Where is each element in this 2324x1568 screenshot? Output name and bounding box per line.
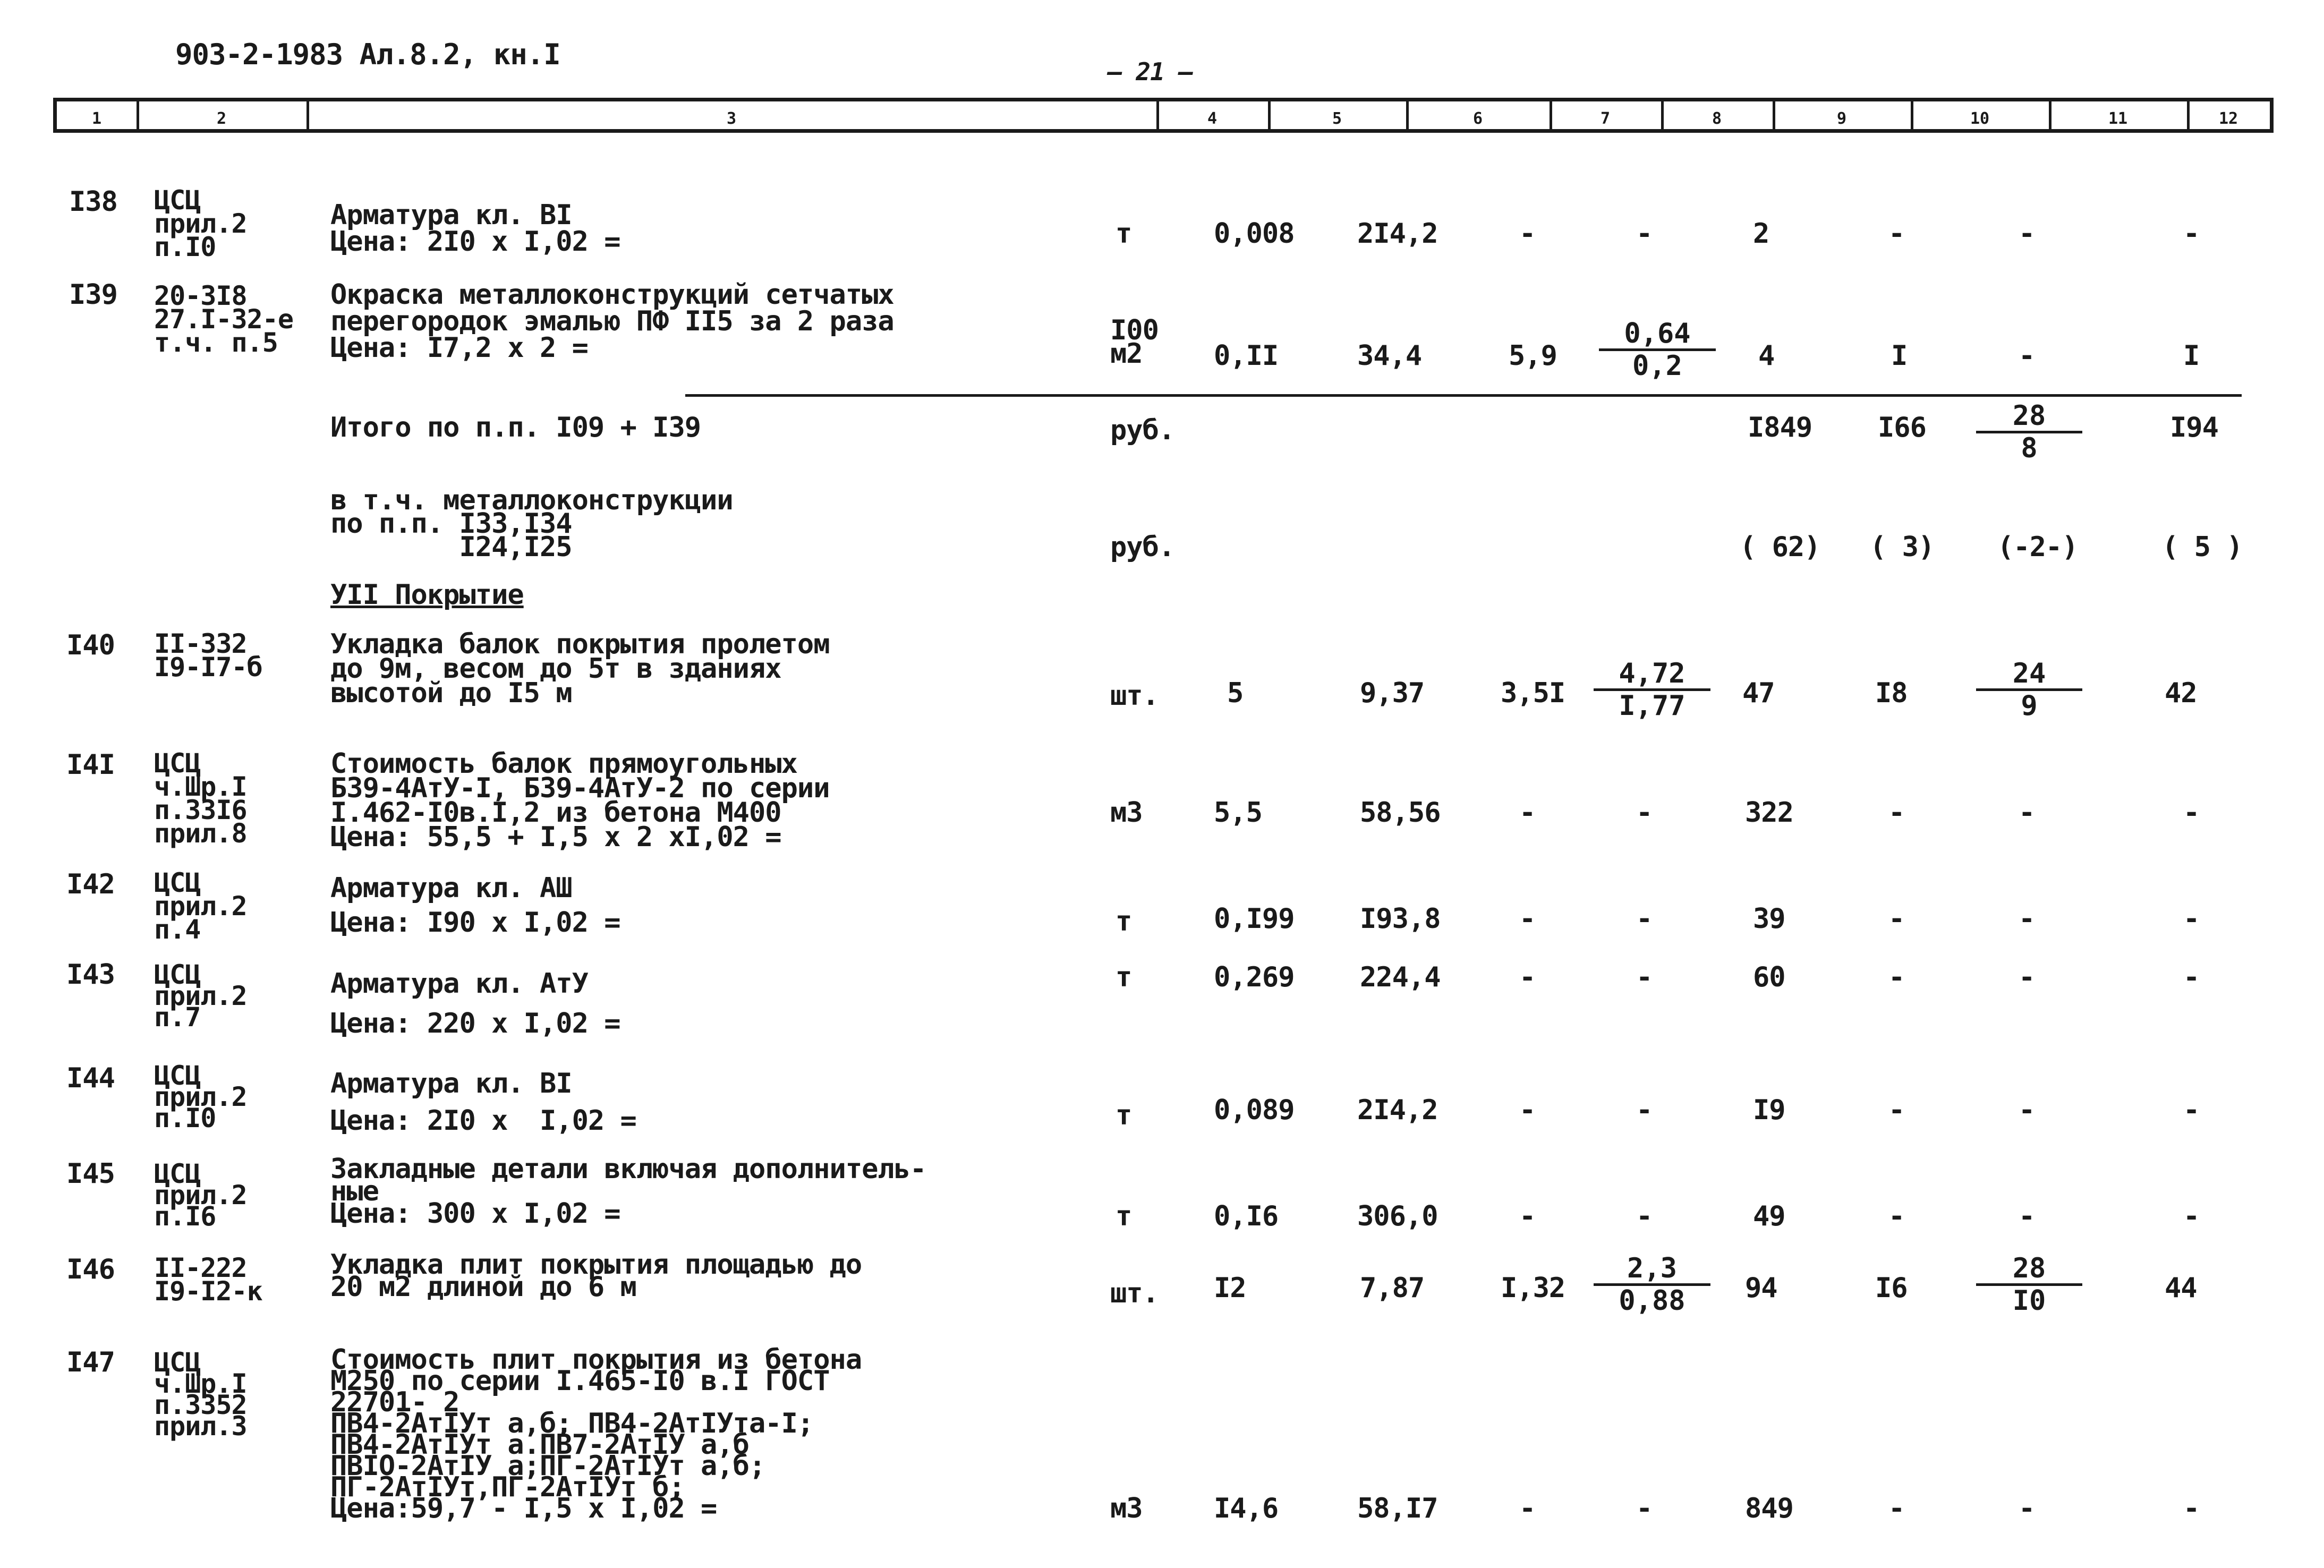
col10-value: -	[1888, 903, 1905, 935]
col8-value: -	[1636, 961, 1653, 993]
col11-fraction	[1976, 401, 2082, 463]
fraction-numerator: 28	[1976, 401, 2082, 433]
col7-value: -	[1519, 961, 1536, 993]
col9-total: 2	[1753, 218, 1769, 250]
col8-value: -	[1636, 1493, 1653, 1524]
col9-total: I9	[1753, 1094, 1785, 1126]
column-header-bar	[53, 98, 2274, 133]
norm-code: ЦСЦ прил.2 п.I6	[154, 1158, 247, 1232]
row-number: I46	[66, 1254, 115, 1285]
unit-price: 58,I7	[1357, 1493, 1438, 1524]
col11-value: -	[2019, 1094, 2035, 1126]
unit: руб.	[1110, 531, 1175, 563]
unit-price: 7,87	[1360, 1272, 1425, 1304]
unit-price: 34,4	[1357, 340, 1422, 372]
col10-value: -	[1888, 1094, 1905, 1126]
col12-value: I	[2183, 340, 2200, 372]
col9-total: 47	[1742, 677, 1775, 709]
unit: т	[1116, 961, 1132, 993]
col-header-10: 10	[1911, 101, 2051, 129]
fraction-denominator: 9	[2021, 690, 2038, 722]
col10-value: -	[1888, 1493, 1905, 1524]
document-code: 903-2-1983 Ал.8.2, кн.I	[175, 38, 560, 71]
unit: шт.	[1110, 1277, 1159, 1309]
unit-price: 9,37	[1360, 677, 1425, 709]
col9-total: I849	[1748, 412, 1812, 444]
col8-fraction	[1594, 1254, 1710, 1316]
col11-value: -	[2019, 340, 2035, 372]
norm-code: ЦСЦ прил.2 п.4	[154, 867, 247, 945]
work-description: Стоимость плит покрытия из бетона М250 по серии I.465-I0 в.I ГОСТ 22701- 2 ПВ4-2АтIУт а,б; ПВ4-2АтIУта-I; ПВ4-2АтIУт а.ПВ7-2АтIУ а,б ПВIО-2АтIУ а;ПГ-2АтIУт а,б; ПГ-2АтIУт,ПГ-2АтIУт б; Цена:59,7 - I,5 x I,02 =	[330, 1344, 862, 1524]
row-number: I38	[69, 186, 117, 218]
norm-code: 20-3I8 27.I-32-е т.ч. п.5	[154, 280, 293, 358]
quantity: 5,5	[1214, 797, 1262, 829]
col-header-12: 12	[2218, 109, 2238, 128]
norm-code: ЦСЦ ч.Шр.I п.3352 прил.3	[154, 1347, 247, 1442]
fraction-numerator: 2,3	[1594, 1254, 1710, 1286]
col7-value: 5,9	[1509, 340, 1557, 372]
fraction-denominator: 0,2	[1632, 350, 1682, 382]
quantity: I4,6	[1214, 1493, 1279, 1524]
col-header-2: 2	[137, 101, 309, 129]
unit: т	[1116, 906, 1132, 938]
section-heading: УII Покрытие	[330, 579, 524, 611]
work-description: Укладка плит покрытия площадью до 20 м2 длиной до 6 м	[330, 1249, 862, 1303]
col7-value: -	[1519, 1493, 1536, 1524]
col10-value: I8	[1875, 677, 1908, 709]
row-number: I44	[66, 1062, 115, 1094]
quantity: 0,089	[1214, 1094, 1295, 1126]
col-header-8: 8	[1661, 101, 1775, 129]
col11-value: -	[2019, 1493, 2035, 1524]
col11-value: -	[2019, 1200, 2035, 1232]
metal-subtotal-label: в т.ч. металлоконструкции по п.п. I33,I34 I24,I25	[330, 484, 733, 563]
col9-total: 322	[1745, 797, 1793, 829]
fraction-denominator: 0,88	[1619, 1285, 1685, 1317]
col9-total: 60	[1753, 961, 1785, 993]
col9-total: 39	[1753, 903, 1785, 935]
col-header-4: 4	[1156, 101, 1271, 129]
col12-value: I94	[2170, 412, 2218, 444]
col9-total: 849	[1745, 1493, 1793, 1524]
col12-value: -	[2183, 1493, 2200, 1524]
unit: руб.	[1110, 414, 1175, 446]
col12-value: -	[2183, 1094, 2200, 1126]
subtotal-label: Итого по п.п. I09 + I39	[330, 412, 701, 444]
col8-value: -	[1636, 1200, 1653, 1232]
col12-value: -	[2183, 961, 2200, 993]
work-description: Стоимость балок прямоугольных Б39-4АтУ-I, Б39-4АтУ-2 по серии I.462-I0в.I,2 из бетона М400 Цена: 55,5 + I,5 x 2 xI,02 =	[330, 748, 830, 853]
work-description: Арматура кл. BI Цена: 2I0 x I,02 =	[330, 199, 620, 258]
col8-fraction	[1599, 319, 1716, 381]
col8-value: -	[1636, 218, 1653, 250]
col7-value: -	[1519, 1200, 1536, 1232]
col9-total: 4	[1758, 340, 1775, 372]
col7-value: 3,5I	[1501, 677, 1565, 709]
fraction-numerator: 28	[1976, 1254, 2082, 1286]
col12-value: -	[2183, 903, 2200, 935]
page-number: — 21 —	[1108, 57, 1193, 86]
col-header-9: 9	[1773, 101, 1913, 129]
quantity: 0,I99	[1214, 903, 1295, 935]
unit: шт.	[1110, 680, 1159, 712]
norm-code: II-222 I9-I2-к	[154, 1252, 262, 1307]
norm-code: ЦСЦ прил.2 п.I0	[154, 1060, 247, 1134]
subtotal-rule	[685, 394, 2242, 397]
col11-fraction	[1976, 1254, 2082, 1316]
col10-value: -	[1888, 1200, 1905, 1232]
fraction-denominator: I,77	[1619, 690, 1685, 722]
col9-total: 49	[1753, 1200, 1785, 1232]
fraction-denominator: I0	[2012, 1285, 2046, 1317]
row-number: I40	[66, 629, 115, 661]
row-number: I47	[66, 1347, 115, 1378]
col11-value: -	[2019, 797, 2035, 829]
work-description: Арматура кл. ВI Цена: 2I0 x I,02 =	[330, 1068, 636, 1137]
work-description: Окраска металлоконструкций сетчатых перегородок эмалью ПФ II5 за 2 раза Цена: I7,2 x 2 =	[330, 279, 894, 364]
unit: т	[1116, 218, 1132, 250]
row-number: I4I	[66, 749, 115, 781]
col8-value: -	[1636, 903, 1653, 935]
col9-total: 94	[1745, 1272, 1777, 1304]
work-description: Арматура кл. АШ Цена: I90 x I,02 =	[330, 872, 620, 939]
col12-value: ( 5 )	[2162, 531, 2243, 563]
col7-value: -	[1519, 903, 1536, 935]
quantity: I2	[1214, 1272, 1246, 1304]
work-description: Закладные детали включая дополнитель- ные Цена: 300 x I,02 =	[330, 1153, 926, 1230]
quantity: 0,008	[1214, 218, 1295, 250]
col11-value: -	[2019, 218, 2035, 250]
col-header-3: 3	[307, 101, 1159, 129]
quantity: 0,269	[1214, 961, 1295, 993]
col12-value: -	[2183, 1200, 2200, 1232]
fraction-numerator: 0,64	[1599, 319, 1716, 351]
quantity: 0,II	[1214, 340, 1279, 372]
col12-value: 44	[2165, 1272, 2197, 1304]
col10-value: -	[1888, 218, 1905, 250]
norm-code: II-332 I9-I7-б	[154, 628, 262, 683]
col11-fraction	[1976, 659, 2082, 721]
col7-value: -	[1519, 218, 1536, 250]
unit-price: I93,8	[1360, 903, 1441, 935]
row-number: I39	[69, 279, 117, 311]
col10-value: I6	[1875, 1272, 1908, 1304]
fraction-denominator: 8	[2021, 432, 2038, 464]
col11-value: -	[2019, 903, 2035, 935]
col-header-5: 5	[1268, 101, 1409, 129]
col12-value: -	[2183, 218, 2200, 250]
col11-value: (-2-)	[1997, 531, 2078, 563]
col10-value: -	[1888, 797, 1905, 829]
col-header-6: 6	[1406, 101, 1552, 129]
col9-total: ( 62)	[1740, 531, 1820, 563]
col7-value: I,32	[1501, 1272, 1565, 1304]
norm-code: ЦСЦ ч.Шр.I п.33I6 прил.8	[154, 748, 247, 849]
work-description: Арматура кл. АтУ Цена: 220 x I,02 =	[330, 968, 620, 1039]
unit-price: 58,56	[1360, 797, 1441, 829]
norm-code: ЦСЦ прил.2 п.7	[154, 959, 247, 1033]
unit: I00 м2	[1110, 314, 1159, 370]
unit-price: 224,4	[1360, 961, 1441, 993]
unit-price: 2I4,2	[1357, 1094, 1438, 1126]
col8-fraction	[1594, 659, 1710, 721]
col11-value: -	[2019, 961, 2035, 993]
row-number: I45	[66, 1158, 115, 1190]
col12-value: 42	[2165, 677, 2197, 709]
col-header-7: 7	[1550, 101, 1664, 129]
unit: т	[1116, 1200, 1132, 1232]
quantity: 0,I6	[1214, 1200, 1279, 1232]
col10-value: I	[1891, 340, 1908, 372]
unit-price: 2I4,2	[1357, 218, 1438, 250]
col10-value: ( 3)	[1870, 531, 1935, 563]
work-description: Укладка балок покрытия пролетом до 9м, весом до 5т в зданиях высотой до I5 м	[330, 628, 830, 709]
col10-value: I66	[1878, 412, 1926, 444]
col7-value: -	[1519, 1094, 1536, 1126]
norm-code: ЦСЦ прил.2 п.I0	[154, 185, 247, 262]
col8-value: -	[1636, 1094, 1653, 1126]
col12-value: -	[2183, 797, 2200, 829]
col8-value: -	[1636, 797, 1653, 829]
fraction-numerator: 24	[1976, 659, 2082, 691]
unit: м3	[1110, 1493, 1143, 1524]
col10-value: -	[1888, 961, 1905, 993]
row-number: I42	[66, 868, 115, 900]
unit: т	[1116, 1100, 1132, 1131]
col-header-1: 1	[57, 101, 139, 129]
unit: м3	[1110, 797, 1143, 829]
col7-value: -	[1519, 797, 1536, 829]
unit-price: 306,0	[1357, 1200, 1438, 1232]
row-number: I43	[66, 959, 115, 991]
fraction-numerator: 4,72	[1594, 659, 1710, 691]
col-header-11: 11	[2049, 101, 2190, 129]
quantity: 5	[1227, 677, 1244, 709]
